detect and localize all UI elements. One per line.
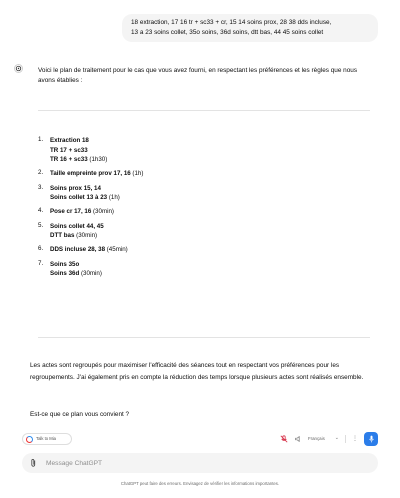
plan-step-line [50, 207, 114, 217]
plan-step-duration: (30min) [91, 208, 114, 216]
mic-muted-icon[interactable] [280, 435, 288, 443]
plan-step [38, 260, 358, 279]
plan-step [38, 169, 358, 179]
plan-step-act: Soins collet 13 à 23 [50, 194, 108, 202]
plan-step-line [50, 260, 102, 270]
assistant-question: Est-ce que ce plan vous convient ? [30, 411, 130, 418]
plan-step-number: 2. [38, 169, 44, 177]
plan-step-line [50, 169, 143, 179]
chevron-down-icon: ⌄ [334, 435, 339, 442]
plan-step-duration: (1h) [130, 170, 144, 178]
treatment-plan-list [38, 136, 358, 283]
plan-step-act: Extraction 18 [50, 137, 89, 144]
plan-step-line [50, 231, 104, 241]
talk-label: Talk to Mia [36, 435, 57, 441]
plan-step-act: Taille empreinte prov 17, 16 [50, 170, 131, 178]
user-message-bubble [122, 14, 378, 42]
user-message-line: 18 extraction, 17 16 tr + sc33 + cr, 15 14 soins prox, 28 38 dds incluse, [131, 19, 332, 26]
plan-step-line [50, 146, 107, 156]
plan-step-number: 4. [38, 207, 44, 215]
plan-step-duration: (30min) [74, 232, 98, 240]
plan-step-duration: (1h30) [87, 156, 108, 164]
plan-step-act: DTT bas [50, 232, 75, 240]
plan-step-number: 6. [38, 245, 44, 253]
openai-logo-icon [14, 64, 23, 73]
language-value: Français [307, 435, 325, 441]
plan-step-line [50, 136, 107, 146]
plan-step [38, 136, 358, 165]
plan-step-duration: (30min) [79, 270, 102, 278]
plan-step [38, 207, 358, 217]
voice-ring-icon [26, 436, 33, 443]
divider [38, 337, 370, 338]
assistant-intro: Voici le plan de traitement pour le cas que vous avez fourni, en respectant les préférences et les règles que nous avons établies : [38, 67, 358, 85]
divider [38, 110, 370, 111]
plan-step-line [50, 222, 104, 232]
plan-step-number: 7. [38, 259, 44, 267]
plan-step-line [50, 155, 107, 165]
assistant-outro: Les actes sont regroupés pour maximiser l'efficacité des séances tout en respectant vos préférences pour les regroupements. J'ai également pris en compte la réduction des temps lorsque plusieurs actes sont réalisés ensemble. [30, 362, 364, 381]
plan-step-act: TR 17 + sc33 [50, 146, 88, 154]
plan-step-line [50, 245, 128, 255]
separator [345, 435, 346, 443]
plan-step-duration: (45min) [105, 246, 128, 254]
disclaimer-text: ChatGPT peut faire des erreurs. Envisagez de vérifier les informations importantes. [120, 481, 280, 486]
plan-step-number: 3. [38, 183, 44, 191]
plan-step-act: Soins prox 15, 14 [50, 184, 101, 192]
plan-step [38, 222, 358, 241]
plan-step-act: Soins 35o [50, 260, 80, 268]
paperclip-icon[interactable] [30, 458, 38, 468]
talk-to-button[interactable] [22, 433, 72, 445]
plan-step-line [50, 193, 120, 203]
message-input[interactable] [46, 460, 346, 467]
plan-step-number: 5. [38, 221, 44, 229]
voice-controls [22, 432, 378, 446]
plan-step [38, 245, 358, 255]
more-options-icon[interactable]: ⋮ [352, 435, 358, 442]
plan-step-line [50, 269, 102, 279]
mic-button[interactable] [364, 432, 378, 446]
plan-step-line [50, 184, 120, 194]
message-composer [22, 453, 378, 473]
plan-step-act: TR 16 + sc33 [50, 156, 88, 164]
plan-step-act: Soins collet 44, 45 [50, 222, 104, 230]
plan-step-number: 1. [38, 136, 44, 143]
user-message-line: 13 a 23 soins collet, 35o soins, 36d soins, dtt bas, 44 45 soins collet [131, 28, 324, 36]
plan-step [38, 184, 358, 203]
language-select[interactable] [308, 435, 339, 442]
plan-step-act: Pose cr 17, 16 [50, 208, 92, 216]
plan-step-duration: (1h) [107, 194, 120, 202]
plan-step-act: DDS incluse 28, 38 [50, 246, 106, 254]
plan-step-act: Soins 36d [50, 270, 80, 278]
speaker-icon[interactable] [294, 435, 302, 443]
